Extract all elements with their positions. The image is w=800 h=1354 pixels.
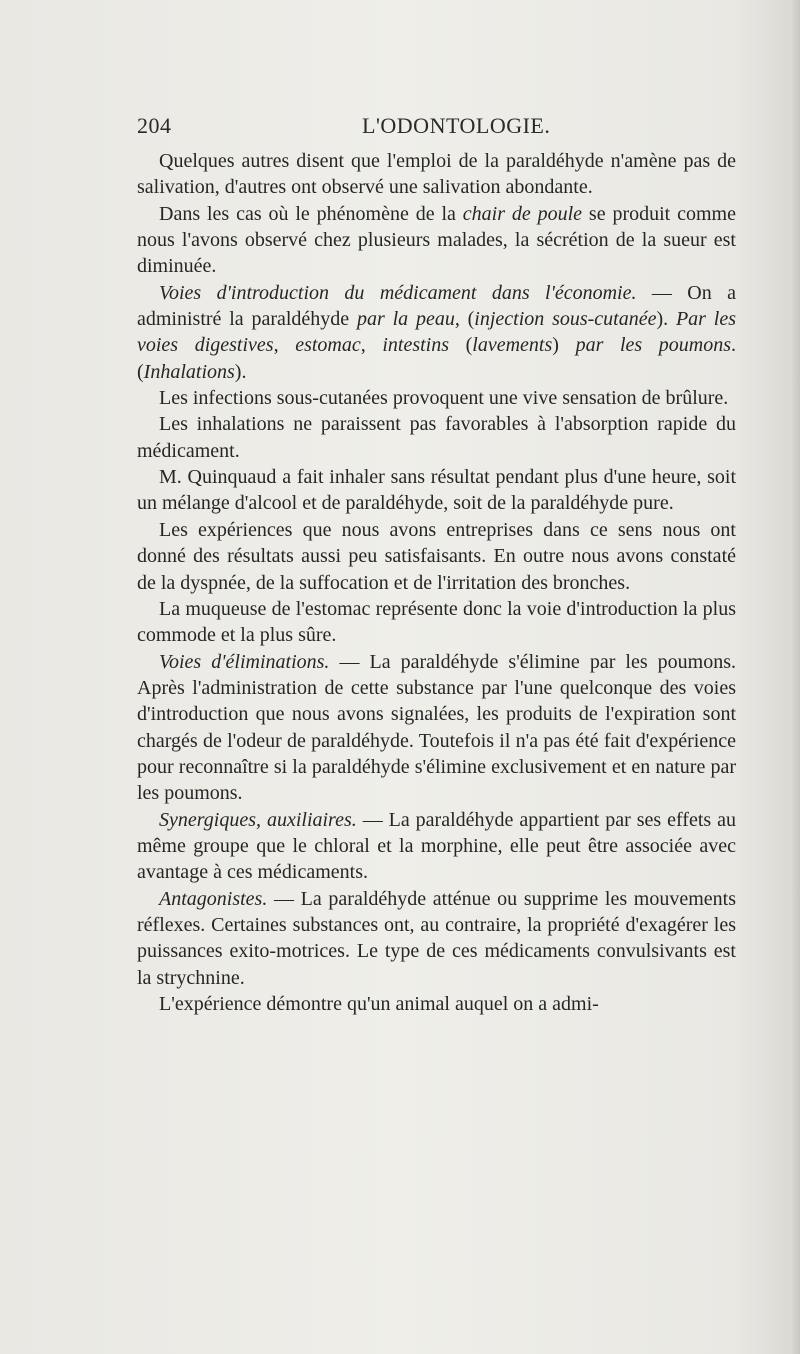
italic-term: lavements (472, 334, 553, 357)
paragraph (137, 596, 736, 649)
paragraph (137, 201, 736, 280)
paragraph (137, 807, 736, 886)
paragraph-text: , (273, 334, 296, 357)
paragraph-text: , ( (454, 308, 475, 331)
paragraph-text: se produit comme nous l'avons observé chez plusieurs malades, la sécrétion de la sueur est diminuée. (137, 202, 736, 278)
page-edge (790, 0, 800, 1354)
paragraph (137, 280, 736, 385)
paragraph-text: . ( (137, 334, 737, 383)
paragraph (137, 991, 736, 1017)
section-heading: Voies d'éliminations. (159, 650, 330, 673)
paragraph (137, 385, 736, 411)
section-heading: Synergiques, auxiliaires. (159, 808, 357, 831)
paragraph-text: Les infections sous-cutanées provoquent une vive sensation de brûlure. (159, 387, 729, 410)
paragraph (137, 517, 736, 596)
paragraph (137, 886, 736, 991)
paragraph-text: — La paraldéhyde appartient par ses effets au même groupe que le chloral et la morphine, elle peut être associée avec avantage à ces médicaments. (137, 808, 736, 884)
page-header (137, 113, 736, 143)
italic-term: Inhalations (143, 360, 235, 383)
italic-term: Par les voies digestives (137, 308, 736, 357)
paragraph-text: L'expérience démontre qu'un animal auquel on a admi- (159, 993, 599, 1015)
italic-term: intestins (382, 334, 450, 357)
section-heading: Voies d'introduction du médicament dans l'économie. (159, 281, 637, 304)
paragraph-text: Les inhalations ne paraissent pas favorables à l'absorption rapide du médicament. (137, 413, 736, 462)
paragraph-text: ). (656, 308, 676, 331)
paragraph-text: Dans les cas où le phénomène de la (159, 202, 463, 225)
italic-term: injection sous-cutanée (474, 308, 657, 331)
italic-term: estomac (295, 334, 361, 357)
body-text (137, 148, 736, 1017)
paragraph (137, 148, 736, 201)
italic-term: par les poumons (575, 334, 732, 357)
paragraph (137, 411, 736, 464)
paragraph-text: Quelques autres disent que l'emploi de la paraldéhyde n'amène pas de salivation, d'autres ont observé une salivation abondante. (137, 150, 736, 199)
italic-term: chair de poule (462, 202, 583, 225)
paragraph-text: ) (552, 334, 576, 357)
section-heading: Antagonistes. (159, 887, 268, 910)
paragraph-text: — La paraldéhyde s'élimine par les poumons. Après l'administration de cette substance par l'une quelconque des voies d'introduction que nous avons signalées, les produits de l'expiration sont chargés de l'odeur de paraldéhyde. Toutefois il n'a pas été fait d'expérience pour reconnaître si la paraldéhyde s'élimine exclusivement et en nature par les poumons. (137, 650, 736, 805)
paragraph-text: La muqueuse de l'estomac représente donc la voie d'introduction la plus commode et la plus sûre. (137, 597, 736, 647)
paragraph-text: , (360, 334, 383, 357)
page-number: 204 (137, 113, 172, 138)
paragraph (137, 649, 736, 807)
paragraph-text: M. Quinquaud a fait inhaler sans résultat pendant plus d'une heure, soit un mélange d'alcool et de paraldéhyde, soit de la paraldéhyde pure. (137, 466, 736, 515)
running-title: L'ODONTOLOGIE. (362, 113, 551, 138)
paragraph-text: ( (449, 334, 473, 357)
italic-term: par la peau (357, 308, 455, 331)
paragraph (137, 464, 736, 517)
paragraph-text: — On a administré la paraldéhyde (137, 281, 736, 331)
paragraph-text: — La paraldéhyde atténue ou supprime les mouvements réflexes. Certaines substances ont, au contraire, la propriété d'exagérer les puissances exito-motrices. Le type de ces médicaments convulsivants est la strychnine. (137, 887, 736, 989)
paragraph-text: Les expériences que nous avons entreprises dans ce sens nous ont donné des résultats aussi peu satisfaisants. En outre nous avons constaté de la dyspnée, de la suffocation et de l'irritation des bronches. (137, 518, 736, 594)
paragraph-text: ). (234, 360, 247, 383)
